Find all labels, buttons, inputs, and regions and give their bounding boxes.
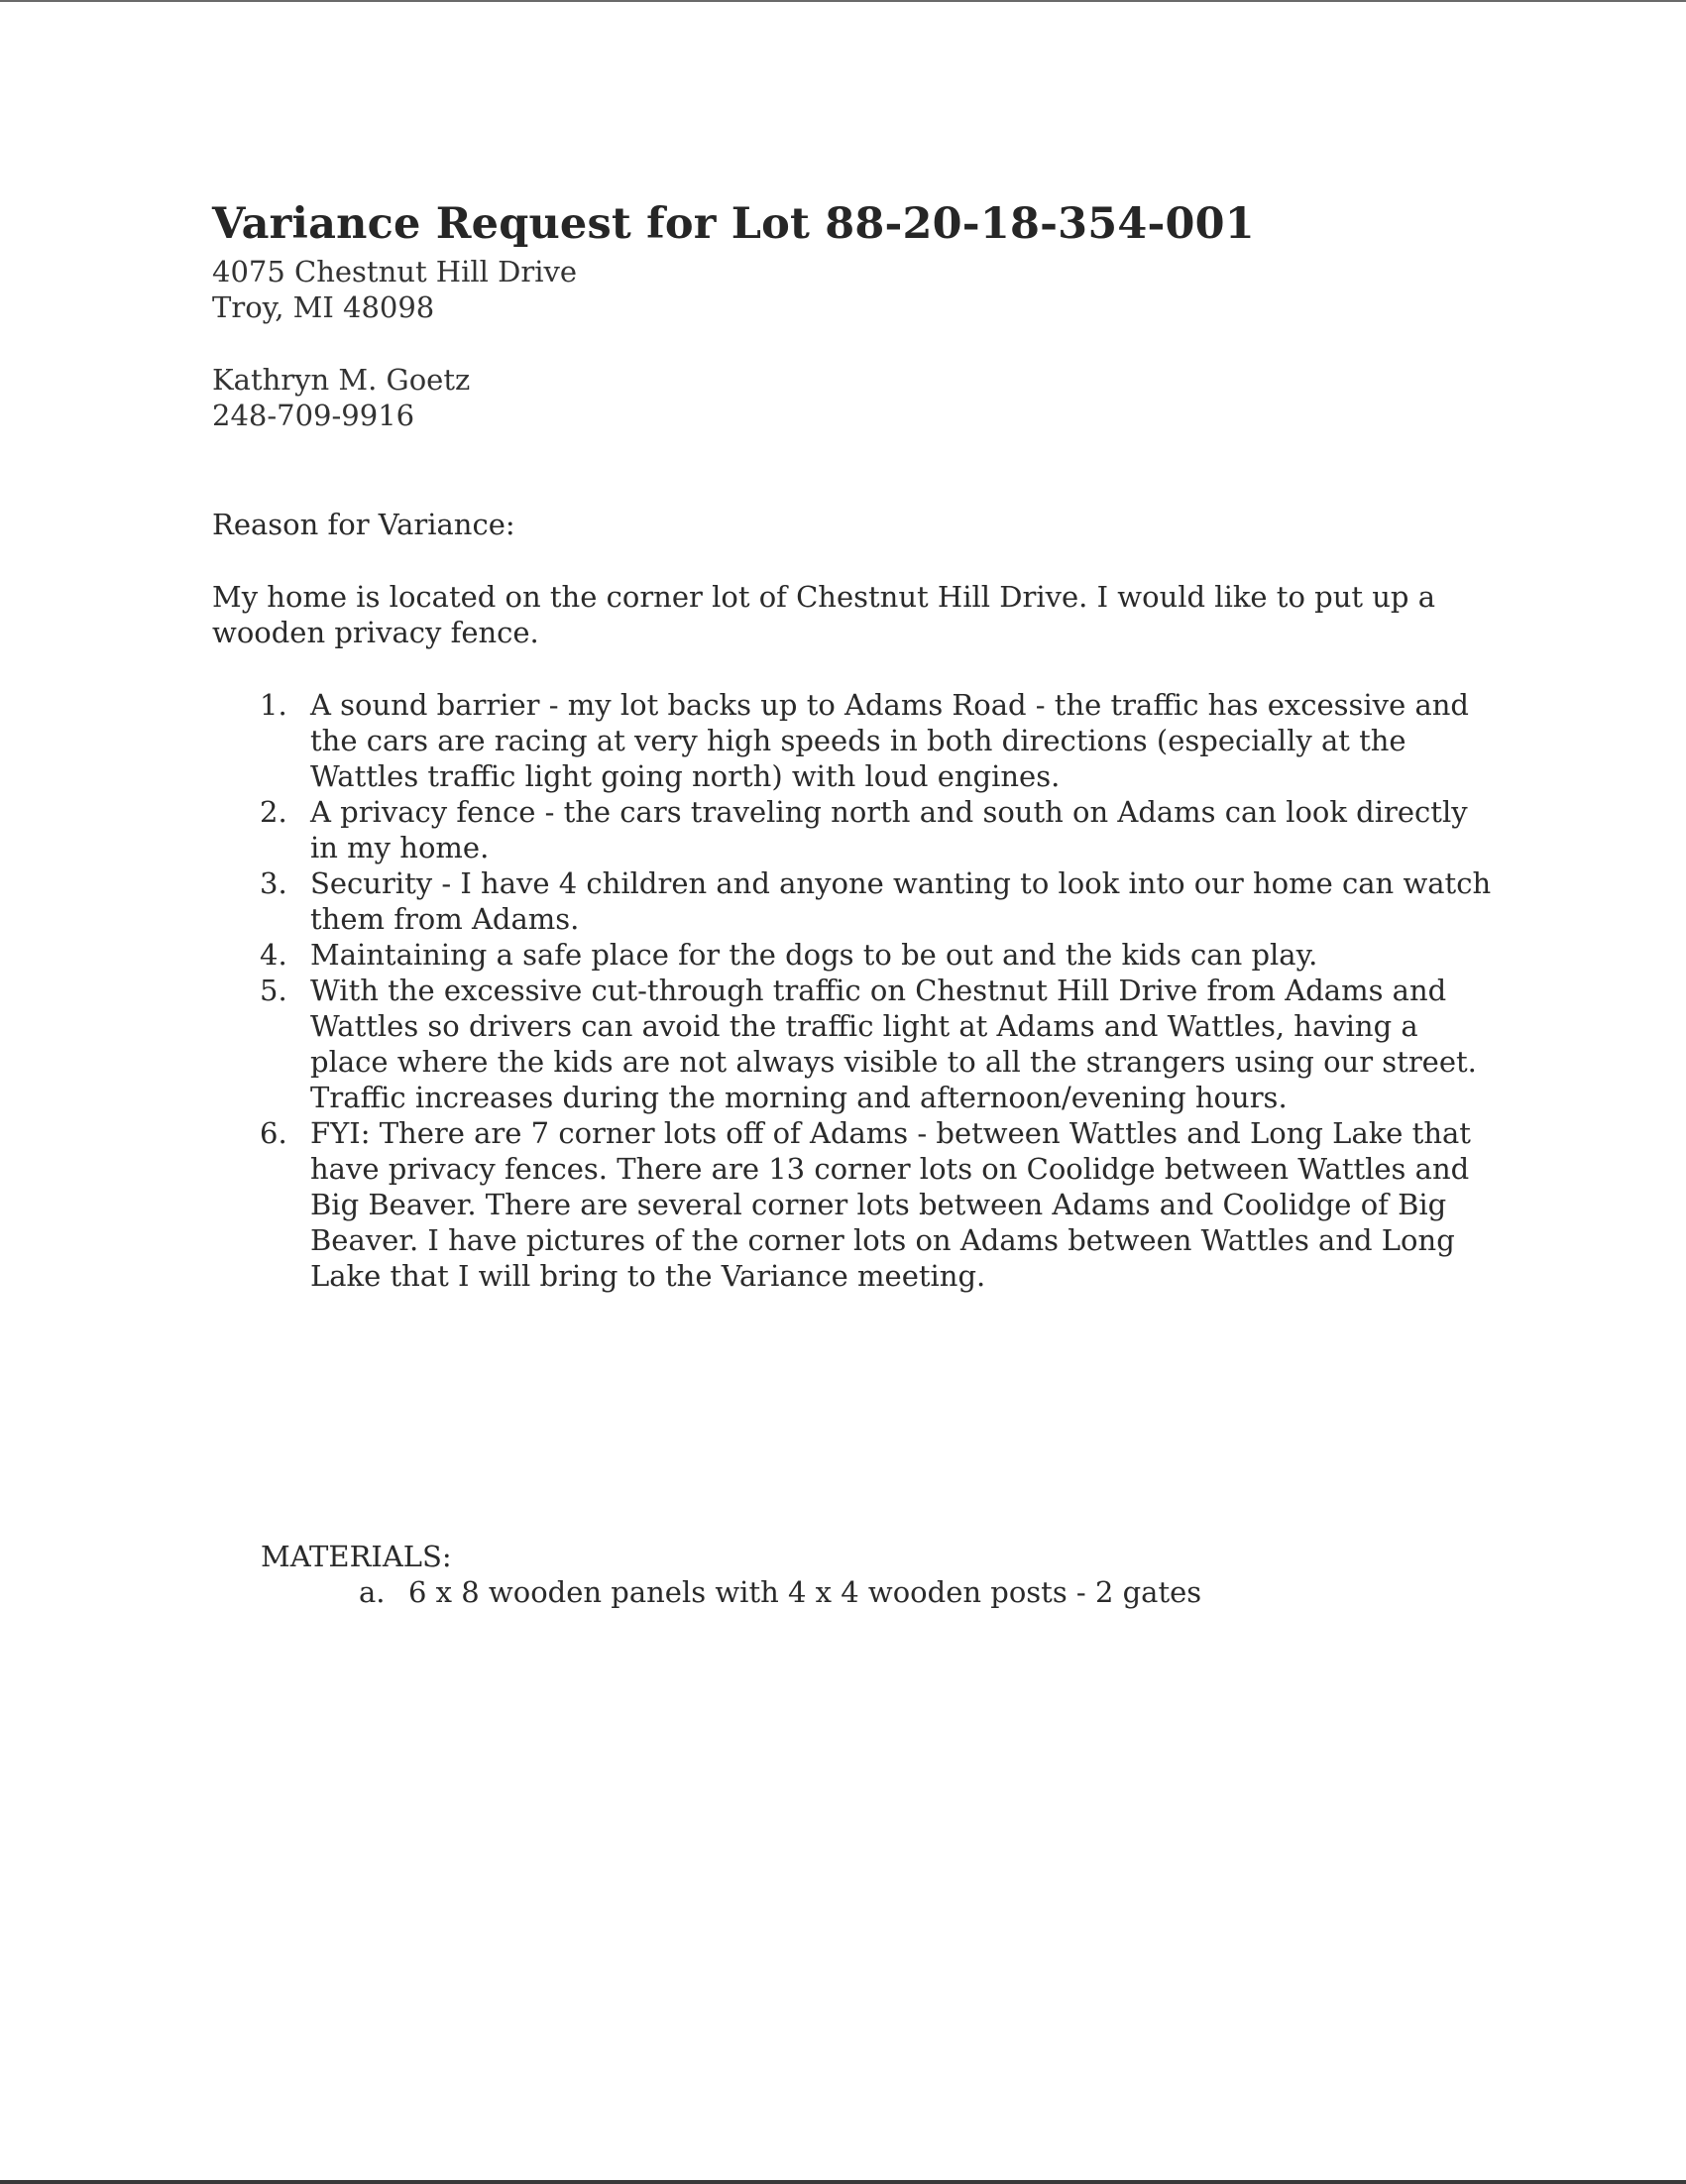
reasons-list [212, 687, 1501, 1294]
list-item-text: A privacy fence - the cars traveling north and south on Adams can look directly in my home. [310, 795, 1468, 864]
address-line-1: 4075 Chestnut Hill Drive [212, 255, 578, 288]
list-item [212, 937, 1501, 973]
list-item [212, 1115, 1501, 1294]
list-item-text: Security - I have 4 children and anyone wanting to look into our home can watch them from Adams. [310, 866, 1492, 936]
materials-heading: MATERIALS: [261, 1540, 452, 1573]
contact-phone: 248-709-9916 [212, 399, 415, 432]
materials-item-letter: a. [359, 1575, 386, 1609]
intro-paragraph: My home is located on the corner lot of Chestnut Hill Drive. I would like to put up a wooden privacy fence. [212, 580, 1436, 649]
list-item-number: 4. [260, 938, 287, 972]
list-item [212, 794, 1501, 865]
list-item-number: 6. [260, 1116, 287, 1150]
list-item-text: With the excessive cut-through traffic on Chestnut Hill Drive from Adams and Wattles so drivers can avoid the traffic light at Adams and Wattles, having a place where the kids are not always visible to all the strangers using our street. Traffic increases during the morning and afternoon/evening hours. [310, 974, 1477, 1114]
list-item-text: Maintaining a safe place for the dogs to be out and the kids can play. [310, 938, 1318, 972]
list-item-number: 1. [260, 688, 287, 722]
list-item-text: FYI: There are 7 corner lots off of Adams - between Wattles and Long Lake that have privacy fences. There are 13 corner lots on Coolidge between Wattles and Big Beaver. There are several corner lots between Adams and Coolidge of Big Beaver. I have pictures of the corner lots on Adams between Wattles and Long Lake that I will bring to the Variance meeting. [310, 1116, 1471, 1293]
materials-section [261, 1539, 1351, 1610]
list-item [212, 687, 1501, 794]
reason-heading: Reason for Variance: [212, 508, 515, 541]
scan-edge-bottom [0, 2180, 1686, 2184]
list-item-number: 3. [260, 866, 287, 900]
contact-name: Kathryn M. Goetz [212, 363, 471, 397]
list-item-text: A sound barrier - my lot backs up to Adams Road - the traffic has excessive and the cars are racing at very high speeds in both directions (especially at the Wattles traffic light going north) with loud engines. [310, 688, 1469, 793]
list-item-number: 5. [260, 974, 287, 1007]
scan-edge-top [0, 0, 1686, 2]
materials-item [261, 1574, 1351, 1610]
materials-item-text: 6 x 8 wooden panels with 4 x 4 wooden posts - 2 gates [408, 1575, 1202, 1609]
list-item-number: 2. [260, 795, 287, 829]
document-title: Variance Request for Lot 88-20-18-354-001 [212, 199, 1255, 249]
address-line-2: Troy, MI 48098 [212, 290, 435, 324]
list-item [212, 865, 1501, 937]
document-body [212, 194, 1501, 1294]
list-item [212, 973, 1501, 1115]
